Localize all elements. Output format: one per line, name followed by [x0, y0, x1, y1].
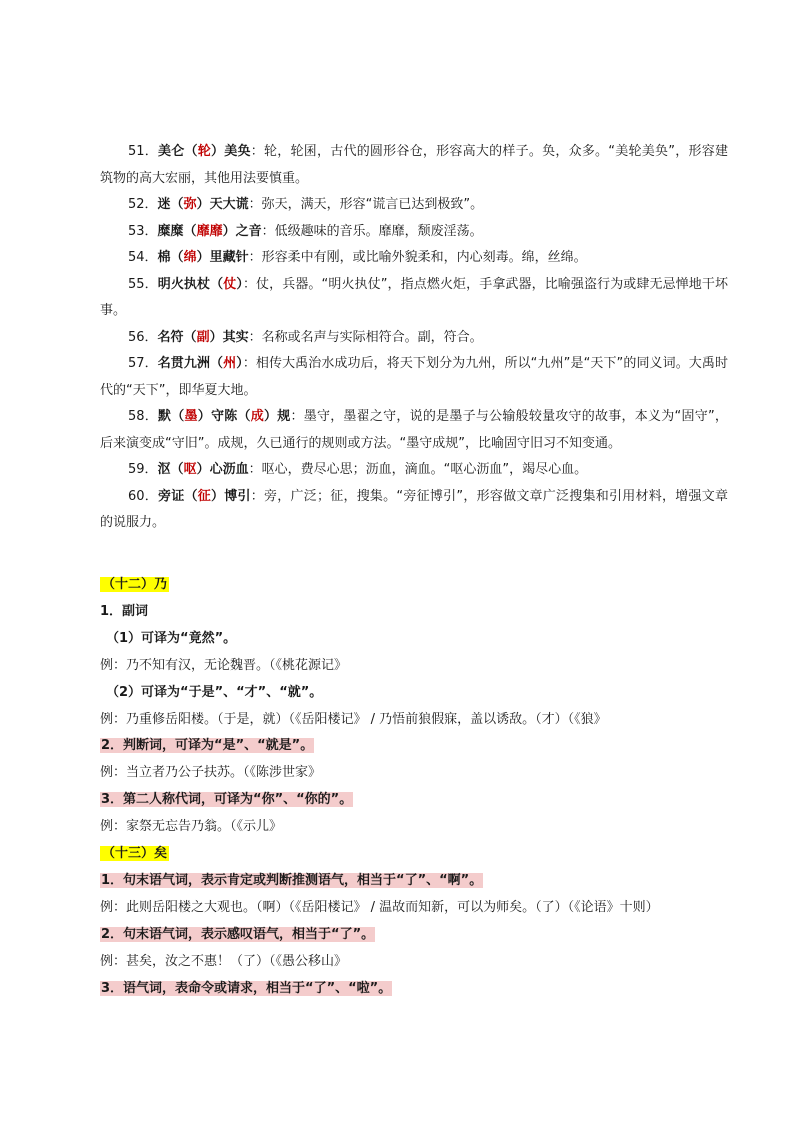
idiom-definition: ：轮，轮囷，古代的圆形谷仓，形容高大的样子。奂，众多。“美轮美奂”，形容建筑物的高大宏丽，其他用法要慎重。 — [100, 144, 728, 186]
correct-char: 墨 — [184, 409, 198, 424]
idiom-entry-53 — [100, 219, 728, 246]
term-post: ） — [236, 356, 243, 371]
term-post: ）天大谎 — [196, 197, 249, 212]
nai-heading-1: 1．副词 — [100, 603, 149, 619]
idiom-entry-58 — [100, 404, 728, 457]
idiom-term — [158, 330, 249, 345]
term-pre: 糜糜（ — [157, 223, 197, 239]
entry-number: 51． — [128, 144, 159, 159]
correct-char: 仗 — [223, 276, 237, 292]
entry-number: 60． — [128, 488, 159, 504]
idiom-term — [158, 462, 249, 477]
term-post: ）博引 — [211, 488, 251, 504]
idiom-term — [158, 277, 243, 292]
nai-subheading-2: （2）可译为“于是”、“才”、“就”。 — [106, 684, 323, 700]
term-pre: 沤（ — [157, 462, 184, 477]
correct-char: 州 — [223, 356, 237, 371]
idiom-entry-60 — [100, 484, 728, 537]
idiom-term — [158, 224, 262, 239]
term-pre: 棉（ — [157, 250, 184, 265]
idiom-definition: ：墨守，墨翟之守，说的是墨子与公输般较量攻守的故事，本义为“固守”，后来演变成“守旧”。成规，久已通行的规则或方法。“墨守成规”，比喻固守旧习不知变通。 — [100, 409, 728, 451]
entry-number: 56． — [128, 329, 158, 345]
entry-number: 52． — [128, 197, 158, 212]
entry-number: 53． — [128, 223, 158, 239]
nai-example-2: 例：乃重修岳阳楼。（于是，就）（《岳阳楼记》 / 乃悟前狼假寐，盖以诱敌。（才）（《狼》 — [100, 711, 607, 727]
correct-char: 呕 — [183, 462, 197, 477]
section-heading-yi: （十三）矣 — [102, 846, 168, 862]
idiom-term — [158, 409, 290, 424]
term-pre: 旁证（ — [158, 488, 198, 504]
idiom-definition: ：仗，兵器。“明火执仗”，指点燃火炬，手拿武器，比喻强盗行为或肆无忌惮地干坏事。 — [100, 276, 728, 318]
nai-example-4: 例：家祭无忘告乃翁。（《示儿》 — [100, 819, 283, 835]
correct-char: 靡靡 — [196, 223, 223, 239]
idiom-entry-52 — [100, 192, 728, 219]
idiom-term — [158, 144, 251, 159]
entry-number: 58． — [128, 409, 159, 424]
entry-number: 55． — [128, 276, 158, 292]
term-post: ）其实 — [209, 329, 249, 345]
idiom-term — [158, 356, 243, 371]
section-heading-nai: （十二）乃 — [102, 577, 168, 592]
idiom-definition: ：相传大禹治水成功后，将天下划分为九州，所以“九州”是“天下”的同义词。大禹时代的“天下”，即华夏大地。 — [100, 356, 728, 398]
idiom-term — [158, 489, 251, 504]
nai-example-3: 例：当立者乃公子扶苏。（《陈涉世家》 — [100, 765, 322, 781]
idiom-entry-55 — [100, 272, 728, 325]
yi-example-1: 例：此则岳阳楼之大观也。（啊）（《岳阳楼记》 / 温故而知新，可以为师矣。（了）（《论语》十则） — [100, 899, 659, 915]
term-pre: 明火执杖（ — [157, 276, 224, 292]
term-post: ）里藏针 — [196, 250, 249, 265]
nai-example-1: 例：乃不知有汉，无论魏晋。（《桃花源记》 — [100, 657, 348, 673]
entry-number: 59． — [128, 462, 158, 477]
term-post: ）之音 — [222, 223, 262, 239]
idiom-definition: ：低级趣味的音乐。靡靡，颓废淫荡。 — [261, 223, 483, 239]
idiom-entries — [100, 139, 728, 537]
idiom-term — [158, 250, 249, 265]
yi-example-2: 例：甚矣，汝之不惠！（了）（《愚公移山》 — [100, 953, 348, 969]
correct-char: 绵 — [183, 250, 197, 265]
idiom-definition: ：名称或名声与实际相符合。副，符合。 — [248, 329, 483, 345]
correct-char: 副 — [196, 329, 210, 345]
term-pre: 迷（ — [157, 197, 184, 212]
term-pre: 美仑（ — [158, 144, 198, 159]
idiom-entry-57 — [100, 351, 728, 404]
correct-char: 轮 — [197, 144, 212, 159]
nai-heading-3: 3．第二人称代词，可译为“你”、“你的”。 — [101, 792, 353, 808]
correct-char-2: 成 — [250, 409, 264, 424]
entry-number: 54． — [128, 250, 158, 265]
entry-number: 57． — [128, 356, 158, 371]
term-pre: 名贯九洲（ — [157, 356, 224, 371]
idiom-definition: ：弥天，满天，形容“谎言已达到极致”。 — [248, 197, 484, 212]
term-post: ） — [236, 276, 243, 292]
term-pre: 名符（ — [157, 329, 197, 345]
term-post: ）美奂 — [211, 144, 251, 159]
idiom-entry-59 — [100, 457, 728, 484]
term-post-2: ）规 — [263, 409, 291, 424]
nai-heading-2: 2．判断词，可译为“是”、“就是”。 — [101, 738, 314, 754]
idiom-term — [158, 197, 249, 212]
idiom-definition: ：形容柔中有刚，或比喻外貌柔和，内心刻毒。绵，丝绵。 — [248, 250, 587, 265]
idiom-definition: ：呕心，费尽心思；沥血，滴血。“呕心沥血”，竭尽心血。 — [248, 462, 588, 477]
idiom-entry-51 — [100, 139, 728, 192]
correct-char: 弥 — [183, 197, 197, 212]
term-post: ）守陈（ — [197, 409, 251, 424]
grammar-section — [100, 572, 740, 1003]
idiom-entry-54 — [100, 245, 728, 272]
term-post: ）心沥血 — [196, 462, 249, 477]
yi-heading-2: 2．句末语气词，表示感叹语气，相当于“了”。 — [101, 926, 375, 942]
nai-subheading-1: （1）可译为“竟然”。 — [106, 630, 237, 646]
yi-heading-1: 1．句末语气词，表示肯定或判断推测语气，相当于“了”、“啊”。 — [101, 872, 483, 888]
correct-char: 征 — [197, 488, 212, 504]
term-pre: 默（ — [158, 409, 185, 424]
yi-heading-3: 3．语气词，表命令或请求，相当于“了”、“啦”。 — [101, 980, 392, 996]
idiom-entry-56 — [100, 325, 728, 352]
idiom-definition: ：旁，广泛；征，搜集。“旁征博引”，形容做文章广泛搜集和引用材料，增强文章的说服力。 — [100, 488, 728, 530]
